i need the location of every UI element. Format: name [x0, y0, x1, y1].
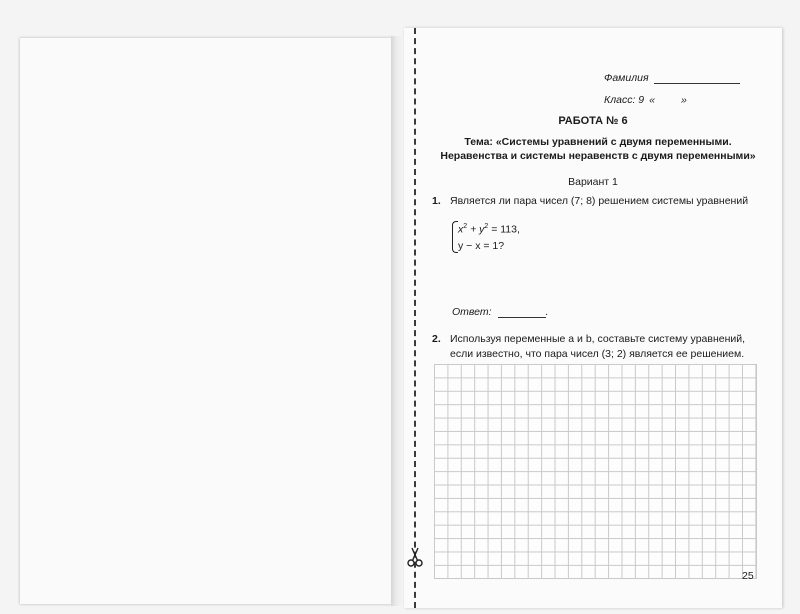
task-2-text	[450, 332, 745, 362]
task-1-text: Является ли пара чисел (7; 8) решением системы уравнений	[450, 195, 749, 207]
task-1-number: 1.	[432, 195, 441, 207]
variant-label: Вариант 1	[568, 176, 618, 188]
eq1-exp-y: 2	[484, 223, 489, 230]
equation-system	[452, 219, 520, 254]
class-quote-close: »	[680, 94, 687, 106]
class-label: Класс: 9	[604, 94, 645, 106]
eq1-rhs: = 113,	[488, 223, 520, 236]
eq1-x: x	[458, 223, 464, 236]
eq1-y: + y	[467, 223, 485, 236]
answer-grid[interactable]	[434, 364, 757, 579]
task-2-line-1: Используя переменные a и b, составьте систему уравнений,	[450, 333, 746, 345]
work-title: РАБОТА № 6	[558, 115, 628, 127]
surname-label: Фамилия	[604, 72, 649, 84]
surname-field[interactable]	[654, 71, 740, 84]
task-2-line-2: если известно, что пара чисел (3; 2) является ее решением.	[450, 348, 745, 360]
scissors-icon	[407, 546, 423, 568]
topic-line-2: Неравенства и системы неравенств с двумя переменными»	[440, 150, 756, 162]
answer-label: Ответ:	[452, 306, 492, 318]
class-row	[604, 84, 764, 106]
surname-row	[604, 62, 764, 84]
book-spine	[391, 36, 405, 606]
class-quote-open: «	[649, 94, 655, 106]
left-page	[20, 38, 392, 604]
eq1-exp-x: 2	[463, 223, 468, 230]
system-brace	[452, 221, 458, 253]
task-2	[432, 332, 772, 362]
answer-field[interactable]	[498, 306, 546, 318]
work-topic	[418, 135, 778, 163]
right-page	[404, 28, 782, 608]
topic-line-1: Тема: «Системы уравнений с двумя переменными.	[464, 136, 732, 148]
page-number: 25	[742, 570, 754, 582]
equation-1	[458, 219, 520, 238]
equation-2: y − x = 1?	[458, 239, 505, 252]
student-info	[604, 62, 764, 106]
answer-row: Ответ: .	[452, 306, 549, 318]
task-1	[432, 194, 772, 209]
task-2-number: 2.	[432, 333, 441, 345]
